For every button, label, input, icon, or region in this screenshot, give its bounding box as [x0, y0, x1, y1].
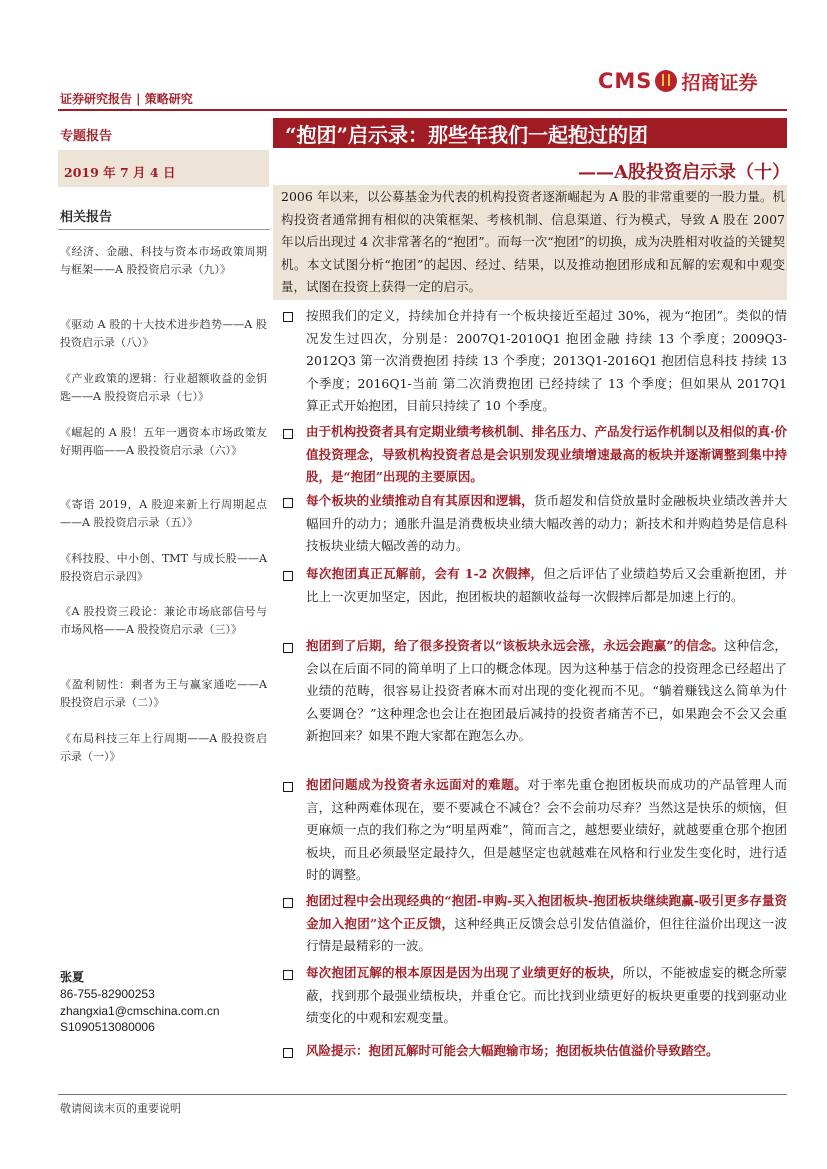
bullet-icon	[283, 429, 293, 439]
related-report-item[interactable]: 《布局科技三年上行周期——A 股投资启示录（一）》	[60, 732, 267, 763]
key-point-text: 这种信念，会以在后面不同的简单明了上口的概念体现。因为这种基于信念的投资理念已经超出了业绩的范畴，很容易让投资者麻木而对出现的变化视而不见。“躺着赚钱这么简单为什么要调仓？”这种理念也会让在抱团最后减持的投资者痛苦不已，如果跑会不会又会重新抱回来？如果不跑大家都在跑怎么办。	[306, 638, 787, 743]
cms-logo	[598, 64, 757, 98]
logo-latin-text: CMS	[598, 69, 653, 93]
key-point-highlight: 抱团到了后期，给了很多投资者以“该板块永远会涨，永远会跑赢”的信念。	[306, 638, 725, 653]
key-point-highlight: 每次抱团瓦解的根本原因是因为出现了业绩更好的板块，	[306, 965, 623, 980]
abstract-text: 2006 年以来，以公募基金为代表的机构投资者逐渐崛起为 A 股的非常重要的一股力量。机构投资者通常拥有相似的决策框架、考核机制、信息渠道、行为模式，导致 A 股在 2007 年以后出现过 4 次非常著名的“抱团”。而每一次“抱团”的切换，成为决胜相对收益的关键契机。本文试图分析“抱团”的起因、经过、结果，以及推动抱团形成和瓦解的宏观和中观变量，试图在投资上获得一定的启示。	[281, 189, 785, 294]
related-report-item[interactable]: 《产业政策的逻辑：行业超额收益的金钥匙——A 股投资启示录（七）》	[60, 372, 267, 403]
logo-chinese-text: 招商证券	[681, 71, 758, 94]
header-category: 证券研究报告 | 策略研究	[60, 92, 193, 106]
key-point-highlight: 每个板块的业绩推动自有其原因和逻辑，	[306, 493, 534, 508]
key-point-text: 这种经典正反馈会总引发估值溢价，但往往溢价出现这一波行情是最精彩的一波。	[306, 915, 787, 953]
bullet-icon	[283, 498, 293, 508]
key-point	[306, 1040, 787, 1063]
bullet-icon	[283, 1048, 293, 1058]
related-report-item[interactable]: 《科技股、中小创、TMT 与成长股——A 股投资启示录四》	[60, 552, 267, 583]
key-point-highlight: 抱团问题成为投资者永远面对的难题。	[306, 777, 528, 792]
report-type: 专题报告	[60, 129, 113, 144]
key-point-highlight: 由于机构投资者具有定期业绩考核机制、排名压力、产品发行运作机制以及相似的真·价值投资理念，导致机构投资者总是会识别发现业绩增速最高的板块并逐渐调整到集中持股，是“抱团”出现的主要原因。	[306, 424, 787, 484]
author-email[interactable]: zhangxia1@cmschina.com.cn	[60, 1004, 220, 1018]
report-title: “抱团”启示录：那些年我们一起抱过的团	[285, 123, 649, 147]
related-divider	[58, 229, 270, 230]
key-point	[306, 563, 787, 608]
related-report-item[interactable]: 《崛起的 A 股！五年一遇资本市场政策友好期再临——A 股投资启示录（六）》	[60, 426, 267, 457]
header-divider	[58, 109, 787, 111]
key-point	[306, 890, 787, 958]
bullet-icon	[283, 312, 293, 322]
key-point-highlight: 抱团过程中会出现经典的“抱团-申购-买入抱团板块-抱团板块继续跑赢-吸引更多存量资金加入抱团”这个正反馈，	[306, 893, 787, 931]
key-point-text: 对于率先重仓抱团板块而成功的产品管理人而言，这种两难体现在，要不要减仓不减仓？会不会前功尽弃？当然这是快乐的烦恼，但更麻烦一点的我们称之为“明星两难”，简而言之，越想要业绩好，就越要重仓那个抱团板块，而且必须最坚定最持久，但是越坚定也就越难在风格和行业发生变化时，进行适时的调整。	[306, 777, 787, 882]
key-point-text: 按照我们的定义，持续加仓并持有一个板块接近至超过 30%，视为“抱团”。类似的情况发生过四次，分别是：2007Q1-2010Q1 抱团金融 持续 13 个季度；2009Q3-2012Q3 第一次消费抱团 持续 13 个季度；2013Q1-2016Q1 抱团信息科技 持续 13 个季度；2016Q1-当前 第二次消费抱团 已经持续了 13 个季度；但如果从 2017Q1 算正式开始抱团，目前只持续了 10 个季度。	[306, 308, 787, 413]
key-point	[306, 490, 787, 558]
key-point-text: 货币超发和信贷放量时金融板块业绩改善并大幅回升的动力；通胀升温是消费板块业绩大幅改善的动力；新技术和并购趋势是信息科技板块业绩大幅改善的动力。	[306, 493, 787, 553]
report-subtitle: ——A股投资启示录（十）	[578, 162, 790, 183]
author-phone: 86-755-82900253	[60, 987, 155, 1001]
bullet-icon	[283, 643, 293, 653]
related-report-item[interactable]: 《经济、金融、科技与资本市场政策周期与框架——A 股投资启示录（九）》	[60, 245, 267, 276]
key-point	[306, 774, 787, 887]
footer-disclaimer: 敬请阅读末页的重要说明	[60, 1102, 181, 1115]
logo-badge-icon	[655, 70, 677, 92]
bullet-icon	[283, 970, 293, 980]
author-certificate: S1090513080006	[60, 1020, 155, 1034]
related-reports-heading: 相关报告	[60, 210, 113, 225]
related-report-item[interactable]: 《驱动 A 股的十大技术进步趋势——A 股投资启示录（八）》	[60, 318, 267, 349]
bullet-icon	[283, 898, 293, 908]
related-report-item[interactable]: 《A 股投资三段论：兼论市场底部信号与市场风格——A 股投资启示录（三）》	[60, 605, 267, 636]
report-date: 2019 年 7 月 4 日	[64, 165, 176, 180]
bullet-icon	[283, 571, 293, 581]
related-report-item[interactable]: 《盈利韧性：剩者为王与赢家通吃——A 股投资启示录（二）》	[60, 678, 267, 709]
key-point-highlight: 每次抱团真正瓦解前，会有 1-2 次假摔，	[306, 566, 544, 581]
footer-divider	[58, 1094, 787, 1095]
key-point-highlight: 风险提示：抱团瓦解时可能会大幅跑输市场；抱团板块估值溢价导致踏空。	[306, 1043, 719, 1058]
key-point	[306, 305, 787, 418]
key-point	[306, 421, 787, 489]
bullet-icon	[283, 782, 293, 792]
author-name: 张夏	[60, 970, 85, 984]
key-point	[306, 635, 787, 748]
related-report-item[interactable]: 《寄语 2019，A 股迎来新上行周期起点——A 股投资启示录（五）》	[60, 498, 267, 529]
key-point-text: 所以，不能被虚妄的概念所蒙蔽，找到那个最强业绩板块，并重仓它。而比找到业绩更好的板块更重要的找到驱动业绩变化的中观和宏观变量。	[306, 965, 787, 1025]
key-point	[306, 962, 787, 1030]
key-point-text: 但之后评估了业绩趋势后又会重新抱团，并比上一次更加坚定，因此，抱团板块的超额收益每一次假摔后都是加速上行的。	[306, 566, 787, 604]
